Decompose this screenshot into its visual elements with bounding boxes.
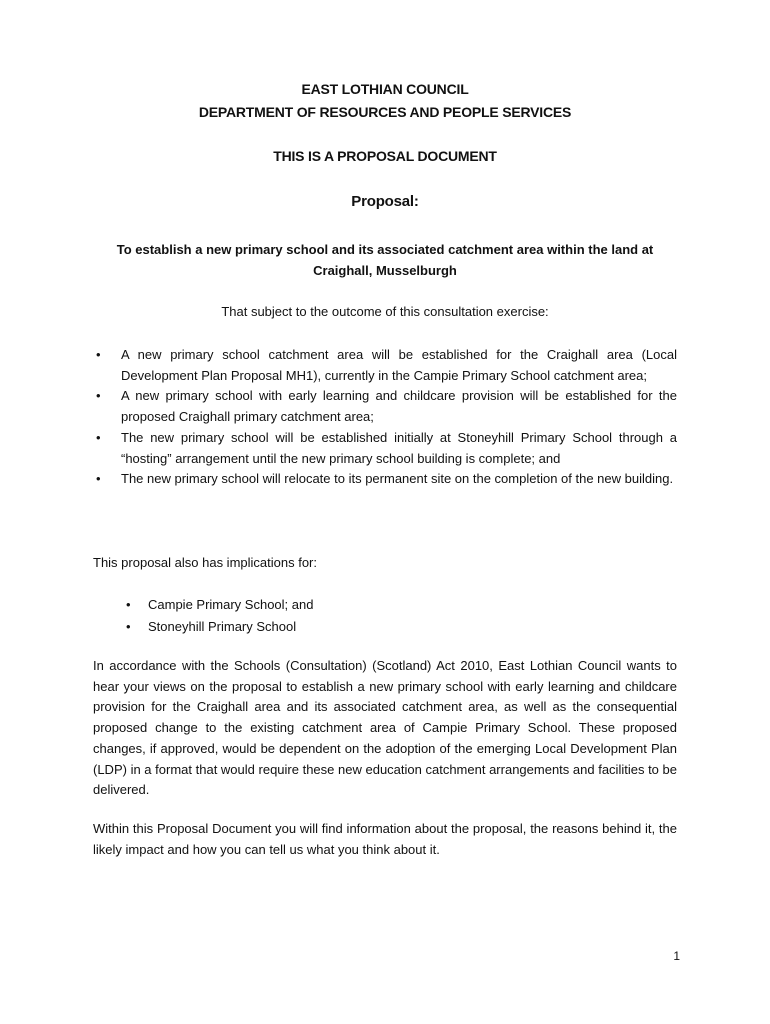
proposal-bullet: • The new primary school will be established initially at Stoneyhill Primary School through a “hosting” arrangement until the new primary school building is complete; and	[93, 428, 677, 469]
proposal-bullet: • The new primary school will relocate to its permanent site on the completion of the new building.	[93, 469, 677, 490]
implications-list	[120, 594, 313, 638]
proposal-bullet: • A new primary school catchment area will be established for the Craighall area (Local Development Plan Proposal MH1), currently in the Campie Primary School catchment area;	[93, 345, 677, 386]
implications-item: • Campie Primary School; and	[120, 594, 313, 616]
page-number: 1	[673, 949, 680, 963]
proposal-title: To establish a new primary school and its associated catchment area within the land at Craighall, Musselburgh	[116, 242, 654, 278]
proposal-label: Proposal:	[351, 193, 419, 210]
accordance-paragraph: In accordance with the Schools (Consultation) (Scotland) Act 2010, East Lothian Council wants to hear your views on the proposal to establish a new primary school with early learning and childcare provision for the Craighall area and its associated catchment area, as well as the consequential proposed change to the existing catchment area of Campie Primary School. These proposed changes, if approved, would be dependent on the adoption of the emerging Local Development Plan (LDP) in a format that would require these new education catchment arrangements and facilities to be delivered.	[93, 658, 677, 798]
department-heading: DEPARTMENT OF RESOURCES AND PEOPLE SERVICES	[198, 104, 572, 120]
implications-item: • Stoneyhill Primary School	[120, 616, 313, 638]
proposal-bullet: • A new primary school with early learning and childcare provision will be established for the proposed Craighall primary catchment area;	[93, 386, 677, 427]
document-type-heading: THIS IS A PROPOSAL DOCUMENT	[273, 148, 497, 164]
implications-intro: This proposal also has implications for:	[93, 555, 317, 570]
org-heading: EAST LOTHIAN COUNCIL	[301, 81, 469, 97]
proposal-bullet-list	[93, 345, 677, 490]
within-paragraph: Within this Proposal Document you will find information about the proposal, the reasons behind it, the likely impact and how you can tell us what you think about it.	[93, 821, 677, 857]
proposal-intro: That subject to the outcome of this consultation exercise:	[221, 304, 549, 319]
